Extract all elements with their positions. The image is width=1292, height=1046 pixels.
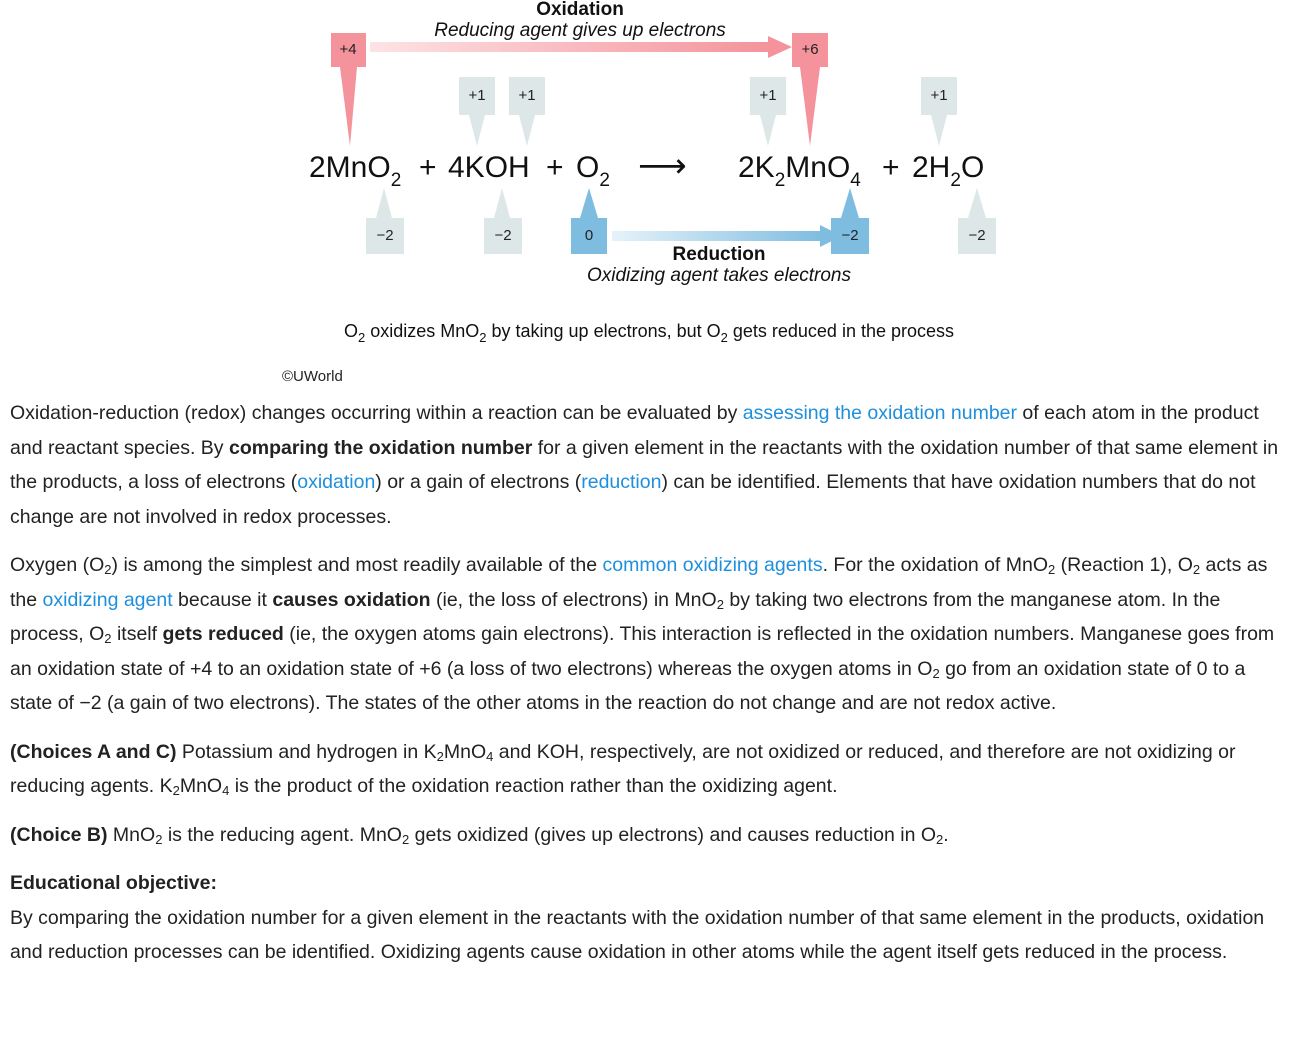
oxidation-title: Oxidation	[536, 0, 624, 20]
link-reduction[interactable]: reduction	[581, 471, 662, 493]
reduction-subtitle: Oxidizing agent takes electrons	[586, 265, 852, 286]
plus-sign: +	[419, 151, 437, 184]
reactant-mno2: 2MnO$_2$	[309, 151, 402, 191]
plus-sign: +	[546, 151, 564, 184]
svg-text:−2: −2	[841, 227, 859, 244]
paragraph-choice-b: (Choice B) MnO$_2$ is the reducing agent. MnO$_2$ gets oxidized (gives up electrons) and causes reduction in $O_2$.	[10, 823, 949, 847]
badge-mn-product	[792, 33, 828, 146]
badge-h-reactant	[509, 77, 545, 146]
redox-figure	[0, 0, 1292, 392]
badge-h-product	[921, 77, 957, 146]
reduction-title: Reduction	[672, 244, 766, 265]
explanation-content	[10, 396, 1290, 984]
svg-text:+1: +1	[468, 87, 486, 104]
credit-label: ©UWorld	[282, 368, 343, 385]
link-oxidizing-agent[interactable]: oxidizing agent	[42, 588, 173, 611]
paragraph-redox-intro: Oxidation-reduction (redox) changes occurring within a reaction can be evaluated by assessing the oxidation number of each atom in the product and reactant species. By comparing the oxidation number for a given element in the reactants with the oxidation number of that same element in the products, a loss of electrons (oxidation) or a gain of electrons (reduction) can be identified. Elements that have oxidation numbers that do not change are not involved in redox processes.	[10, 402, 1279, 528]
reactant-koh: 4KOH	[448, 151, 530, 184]
reactant-o2: $O_2$	[576, 151, 610, 191]
link-oxidation[interactable]: oxidation	[297, 471, 376, 493]
product-k2mno4: $2K_2MnO_4$	[738, 151, 861, 191]
product-h2o: $2H_2O$	[912, 151, 985, 191]
link-common-oxidizing-agents[interactable]: common oxidizing agents	[602, 554, 823, 576]
figure-caption: $O_2$ oxidizes MnO$_2$ by taking up electrons, but $O_2$ gets reduced in the process	[343, 321, 955, 345]
svg-text:+4: +4	[339, 41, 357, 58]
svg-text:−2: −2	[494, 227, 512, 244]
svg-text:+1: +1	[759, 87, 777, 104]
svg-text:0: 0	[584, 227, 594, 244]
link-assessing-oxidation-number[interactable]: assessing the oxidation number	[742, 402, 1017, 424]
badge-o-koh	[484, 188, 522, 254]
oxidation-subtitle: Reducing agent gives up electrons	[434, 20, 726, 41]
badge-o-h2o	[958, 188, 996, 254]
svg-text:+6: +6	[801, 41, 819, 58]
plus-sign: +	[882, 151, 900, 184]
svg-text:+1: +1	[518, 87, 536, 104]
reaction-arrow: ⟶	[638, 147, 687, 185]
chemical-equation	[309, 147, 984, 191]
badge-k-product	[750, 77, 786, 146]
svg-text:−2: −2	[376, 227, 394, 244]
badge-o-k2mno4	[831, 188, 869, 254]
paragraph-oxygen-agent: Oxygen $(O_2)$ is among the simplest and most readily available of the common oxidizing agents. For the oxidation of MnO$_2$ (Reaction 1), $O_2$ acts as the oxidizing agent because it causes oxidation (ie, the loss of electrons) in MnO$_2$ by taking two electrons from the manganese atom. In the process, $O_2$ itself gets reduced (ie, the oxygen atoms gain electrons). This interaction is reflected in the oxidation numbers. Manganese goes from an oxidation state of +4 to an oxidation state of +6 (a loss of two electrons) whereas the oxygen atoms in $O_2$ go from an oxidation state of 0 to a state of −2 (a gain of two electrons). The states of the other atoms in the reaction do not change and are not redox active.	[10, 554, 1275, 714]
badge-k-reactant	[459, 77, 495, 146]
educational-objective-heading: Educational objective:	[10, 872, 217, 894]
paragraph-choices-a-c: (Choices A and C) Potassium and hydrogen in $K_2MnO_4$ and KOH, respectively, are not oxidized or reduced, and therefore are not oxidizing or reducing agents. $K_2MnO_4$ is the product of the oxidation reaction rather than the oxidizing agent.	[10, 740, 1236, 798]
educational-objective-text: By comparing the oxidation number for a given element in the reactants with the oxidation number of that same element in the products, oxidation and reduction processes can be identified. Oxidizing agents cause oxidation in other atoms while the agent itself gets reduced in the process.	[10, 906, 1265, 963]
badge-o-o2	[571, 188, 607, 254]
badge-mn-reactant	[331, 33, 366, 146]
svg-text:+1: +1	[930, 87, 948, 104]
badge-o-mno2	[366, 188, 404, 254]
svg-text:−2: −2	[968, 227, 986, 244]
